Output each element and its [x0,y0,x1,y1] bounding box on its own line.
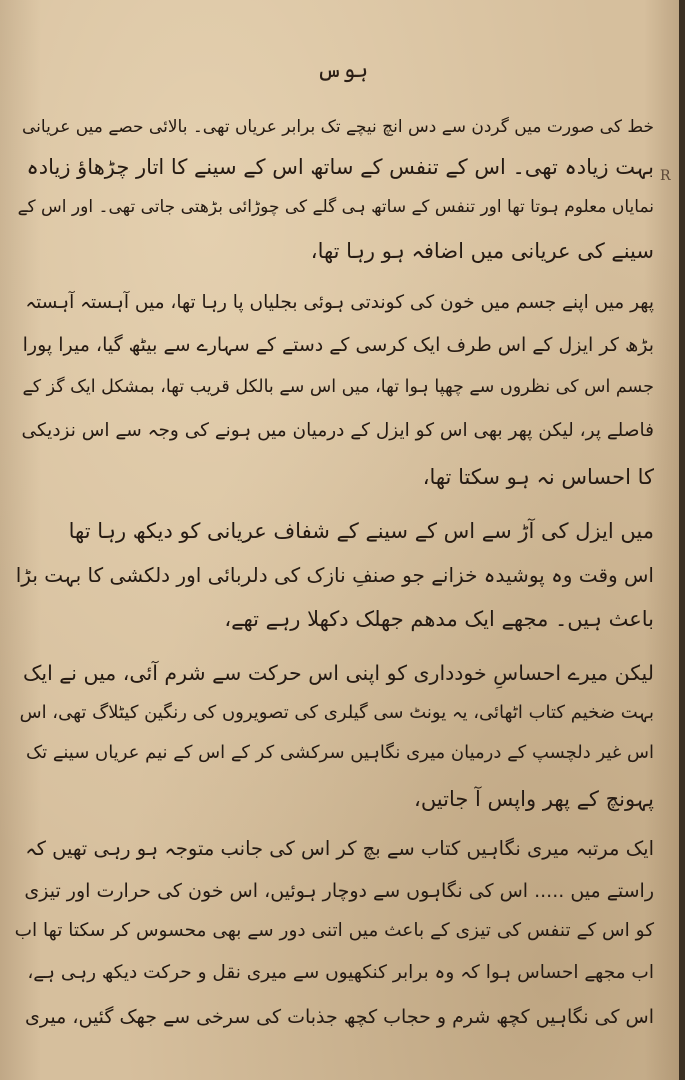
text-line: جسم اس کی نظروں سے چھپا ہوا تھا، میں اس سے بالکل قریب تھا، بمشکل ایک گز کے [22,377,654,397]
margin-mark: R [660,168,671,184]
text-line: میں ایزل کی آڑ سے اس کے سینے کے شفاف عریانی کو دیکھ رہا تھا [68,519,654,543]
text-line: ایک مرتبہ میری نگاہیں کتاب سے بچ کر اس کی جانب متوجہ ہو رہی تھیں کہ [25,837,654,860]
text-line: راستے میں ..... اس کی نگاہوں سے دوچار ہوئیں، اس خون کی حرارت اور تیزی [24,880,654,902]
text-line: فاصلے پر، لیکن پھر بھی اس کو ایزل کے درمیان میں ہونے کی وجہ سے اس نزدیکی [21,420,654,441]
text-line: اب مجھے احساس ہوا کہ وہ برابر کنکھیوں سے میری نقل و حرکت دیکھ رہی ہے، [27,962,654,983]
text-line: باعث ہیں۔ مجھے ایک مدھم جھلک دکھلا رہے تھے، [224,607,654,631]
text-line: اس وقت وہ پوشیدہ خزانے جو صنفِ نازک کی دلربائی اور دلکشی کا بہت بڑا [15,563,654,587]
text-line: کو اس کے تنفس کی تیزی کے باعث میں اتنی دور سے بھی محسوس کر سکتا تھا اب [14,920,654,941]
text-line: پہونچ کے پھر واپس آ جاتیں، [414,787,654,811]
text-line: نمایاں معلوم ہوتا تھا اور تنفس کے ساتھ ہی گلے کی چوڑائی بڑھتی جاتی تھی۔ اور اس کے [17,197,654,217]
text-line: اس کی نگاہیں کچھ شرم و حجاب کچھ جذبات کی سرخی سے جھک گئیں، میری [25,1006,654,1028]
text-line: بہت زیادہ تھی۔ اس کے تنفس کے ساتھ اس کے سینے کا اتار چڑھاؤ زیادہ [26,155,654,179]
text-line: کا احساس نہ ہو سکتا تھا، [422,465,654,489]
text-line: بڑھ کر ایزل کے اس طرف ایک کرسی کے دستے کے سہارے سے بیٹھ گیا، میرا پورا [22,334,654,356]
text-line: پھر میں اپنے جسم میں خون کی کوندتی ہوئی بجلیاں پا رہا تھا، میں آہستہ آہستہ [25,292,654,313]
text-line: اس غیر دلچسپ کے درمیان میری نگاہیں سرکشی کر کے اس کے نیم عریاں سینے تک [25,742,654,763]
page-edge [679,0,685,1080]
text-line: خط کی صورت میں گردن سے دس انچ نیچے تک برابر عریاں تھی۔ بالائی حصے میں عریانی [22,117,654,137]
page-title: ہوس [316,58,369,83]
text-line: بہت ضخیم کتاب اٹھائی، یہ یونٹ سی گیلری کی تصویروں کی رنگین کیٹلاگ تھی، اس [19,702,654,723]
body-text [14,100,654,1060]
text-line: لیکن میرے احساسِ خودداری کو اپنی اس حرکت سے شرم آئی، میں نے ایک [23,661,654,685]
text-line: سینے کی عریانی میں اضافہ ہو رہا تھا، [310,239,654,263]
